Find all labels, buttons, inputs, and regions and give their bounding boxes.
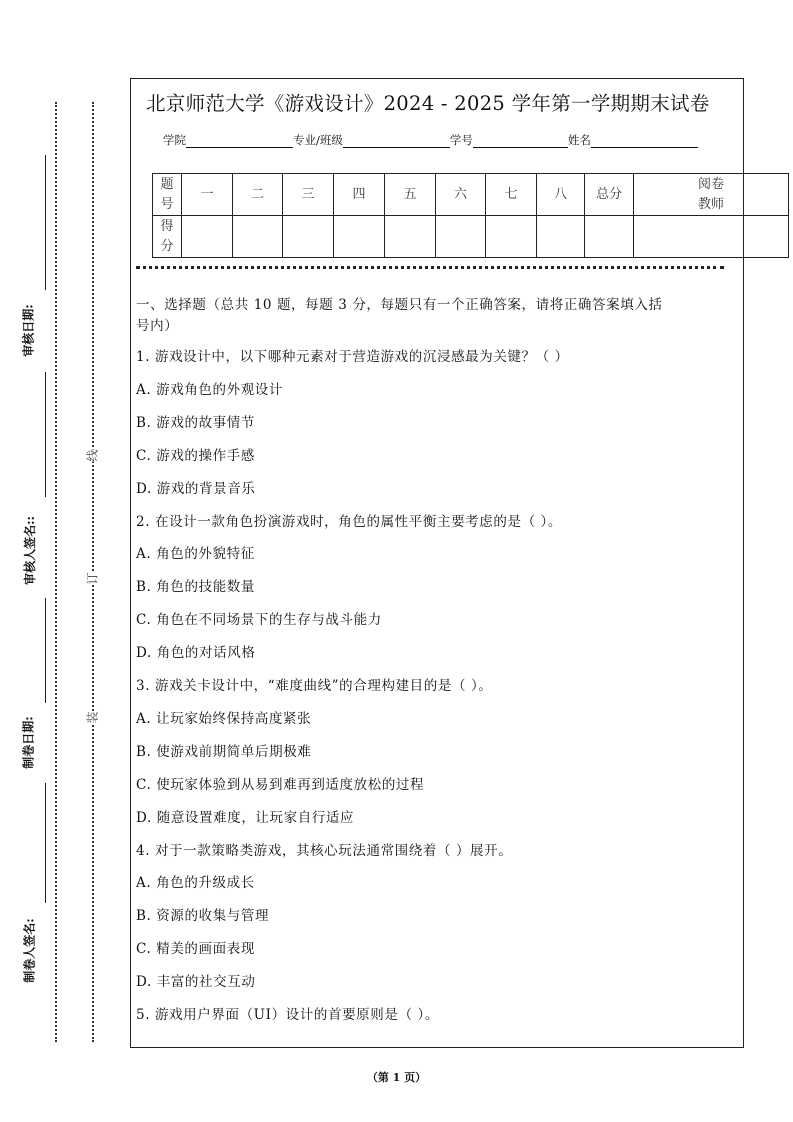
section-heading-cont: 号内） xyxy=(136,318,179,334)
column-header: 四 xyxy=(334,174,385,216)
author-date-label: 制卷日期: xyxy=(21,716,36,769)
column-header: 一 xyxy=(182,174,233,216)
major-class-label: 专业/班级 xyxy=(293,133,343,147)
binding-mark-line: 线 xyxy=(85,449,100,462)
score-cell[interactable] xyxy=(537,216,585,258)
answer-option: C. 游戏的操作手感 xyxy=(136,447,255,464)
answer-option: A. 角色的外貌特征 xyxy=(136,546,255,563)
answer-option: C. 角色在不同场景下的生存与战斗能力 xyxy=(136,612,382,629)
question-text: 2. 在设计一款角色扮演游戏时，角色的属性平衡主要考虑的是（ ）。 xyxy=(136,513,563,530)
score-cell[interactable] xyxy=(182,216,233,258)
score-cell[interactable] xyxy=(334,216,385,258)
answer-option: C. 使玩家体验到从易到难再到适度放松的过程 xyxy=(136,776,425,793)
answer-option: A. 游戏角色的外观设计 xyxy=(136,381,284,398)
column-header: 六 xyxy=(436,174,486,216)
signature-line xyxy=(45,783,46,903)
answer-option: D. 游戏的背景音乐 xyxy=(136,480,256,497)
major-class-field[interactable] xyxy=(343,135,450,148)
signature-line xyxy=(45,372,46,497)
answer-option: B. 游戏的故事情节 xyxy=(136,414,256,431)
score-cell[interactable] xyxy=(634,216,789,258)
college-label: 学院 xyxy=(163,133,186,147)
column-header: 七 xyxy=(486,174,537,216)
answer-option: A. 让玩家始终保持高度紧张 xyxy=(136,710,312,727)
binding-mark-bind: 装 xyxy=(85,711,100,724)
student-id-field[interactable] xyxy=(473,135,568,148)
question-text: 1. 游戏设计中，以下哪种元素对于营造游戏的沉浸感最为关键？（ ） xyxy=(136,349,569,365)
author-signature-label: 制卷人签名: xyxy=(22,918,37,983)
score-row xyxy=(153,216,789,258)
exam-title: 北京师范大学《游戏设计》2024 - 2025 学年第一学期期末试卷 xyxy=(146,92,710,115)
answer-option: B. 使游戏前期简单后期极难 xyxy=(136,743,312,760)
score-cell[interactable] xyxy=(486,216,537,258)
score-cell[interactable] xyxy=(436,216,486,258)
answer-option: A. 角色的升级成长 xyxy=(136,875,255,892)
signature-line xyxy=(45,155,46,290)
review-date-label: 审核日期: xyxy=(21,304,36,357)
answer-option: C. 精美的画面表现 xyxy=(136,941,255,958)
answer-option: B. 角色的技能数量 xyxy=(136,579,256,596)
question-text: 4. 对于一款策略类游戏，其核心玩法通常围绕着（ ）展开。 xyxy=(136,842,513,859)
score-cell[interactable] xyxy=(233,216,283,258)
column-header: 五 xyxy=(385,174,436,216)
answer-option: D. 角色的对话风格 xyxy=(136,645,256,662)
score-cell[interactable] xyxy=(283,216,334,258)
question-text: 3. 游戏关卡设计中，“难度曲线”的合理构建目的是（ ）。 xyxy=(136,678,493,694)
name-field[interactable] xyxy=(591,135,698,148)
student-id-label: 学号 xyxy=(449,133,473,147)
student-info-row xyxy=(163,132,698,148)
name-label: 姓名 xyxy=(567,133,591,147)
section-heading: 一、选择题（总共 10 题，每题 3 分，每题只有一个正确答案，请将正确答案填入括 xyxy=(136,297,663,313)
section-divider xyxy=(136,266,724,269)
question-number-row xyxy=(153,174,789,216)
score-cell[interactable] xyxy=(385,216,436,258)
college-field[interactable] xyxy=(186,135,293,148)
column-header: 二 xyxy=(233,174,283,216)
question-number-header: 题 号 xyxy=(153,174,182,216)
signature-line xyxy=(45,598,46,703)
question-text: 5. 游戏用户界面（UI）设计的首要原则是（ ）。 xyxy=(136,1007,439,1023)
score-header: 得 分 xyxy=(153,216,182,258)
answer-option: D. 随意设置难度，让玩家自行适应 xyxy=(136,809,355,826)
column-header: 总分 xyxy=(585,174,634,216)
column-header: 三 xyxy=(283,174,334,216)
binding-mark-staple: 订 xyxy=(85,572,100,585)
score-table xyxy=(152,173,789,258)
score-cell[interactable] xyxy=(585,216,634,258)
column-header: 阅卷 教师 xyxy=(634,174,789,216)
binding-dotted-line-outer xyxy=(55,102,57,1042)
answer-option: B. 资源的收集与管理 xyxy=(136,908,270,925)
page-number: （第 1 页） xyxy=(366,1071,427,1084)
reviewer-signature-label: 审核人签名:: xyxy=(22,516,37,585)
answer-option: D. 丰富的社交互动 xyxy=(136,974,256,991)
column-header: 八 xyxy=(537,174,585,216)
